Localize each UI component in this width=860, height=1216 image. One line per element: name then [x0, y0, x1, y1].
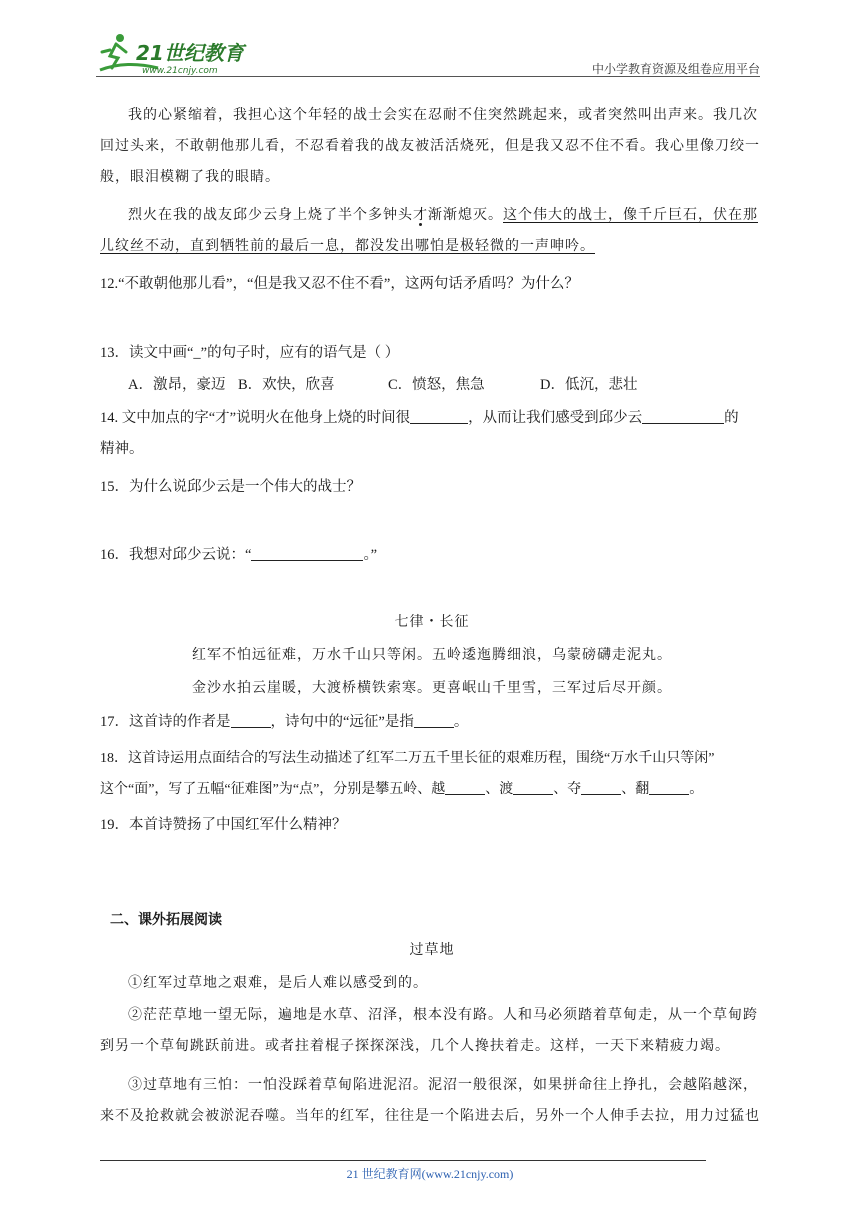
logo-21cnjy-icon [96, 30, 266, 78]
footer-link[interactable]: 21 世纪教育网(www.21cnjy.com) [346, 1167, 514, 1181]
logo-text: 21世纪教育 [136, 41, 244, 65]
q17-text-a: 17．这首诗的作者是 [100, 714, 231, 730]
answer-blank[interactable] [410, 409, 468, 424]
answer-blank[interactable] [251, 546, 363, 561]
answer-blank[interactable] [642, 409, 724, 424]
q14-text-b: ，从而让我们感受到邱少云 [468, 410, 643, 426]
q17-text-c: 。 [453, 714, 469, 730]
q18-text-b: 这个“面”，写了五幅“征难图”为“点”，分别是攀五岭、越 [100, 782, 446, 797]
q14-text-a: 14. 文中加点的字“才”说明火在他身上烧的时间很 [100, 410, 411, 426]
dotted-char: 才 [413, 207, 428, 223]
underlined-sentence: 这个伟大的战士，像千斤巨石，伏在那儿纹丝不动，直到牺牲前的最后一息，都没发出哪怕是极轻微的一声呻吟。 [100, 207, 758, 254]
article-paragraph-2: ②茫茫草地一望无际，遍地是水草、沼泽，根本没有路。人和马必须踏着草甸走，从一个草甸跨到另一个草甸跳跃前进。或者拄着棍子探探深浅，几个人搀扶着走。这样，一天下来精疲力竭。 [100, 1007, 758, 1054]
logo-url: www.21cnjy.com [142, 66, 218, 76]
passage-paragraph-2 [100, 200, 764, 262]
question-12: 12.“不敢朝他那儿看”，“但是我又忍不住不看”，这两句话矛盾吗？为什么？ [100, 276, 579, 292]
answer-blank[interactable] [414, 713, 454, 728]
passage-p2-before: 烈火在我的战友邱少云身上烧了半个多钟头 [128, 207, 413, 223]
q18-sep-3: 、翻 [621, 782, 650, 797]
question-17 [100, 707, 764, 738]
answer-blank[interactable] [231, 713, 271, 728]
poem-line-2: 金沙水拍云崖暖，大渡桥横铁索寒。更喜岷山千里雪，三军过后尽开颜。 [192, 680, 672, 696]
option-a[interactable]: A．激昂，豪迈 [128, 377, 226, 393]
question-14 [100, 403, 764, 465]
q14-text-c: 的 [724, 410, 739, 426]
q16-text-b: 。” [363, 547, 378, 563]
poem-line-1: 红军不怕远征难，万水千山只等闲。五岭逶迤腾细浪，乌蒙磅礴走泥丸。 [192, 647, 672, 663]
q16-text-a: 16．我想对邱少云说：“ [100, 547, 252, 563]
article-paragraph-3: ③过草地有三怕：一怕没踩着草甸陷进泥沼。泥沼一般很深，如果拼命往上挣扎，会越陷越深，来不及抢救就会被淤泥吞噬。当年的红军，往往是一个陷进去后，另外一个人伸手去拉，用力过猛也 [100, 1077, 760, 1124]
answer-blank[interactable] [445, 780, 485, 795]
passage-paragraph-1: 我的心紧缩着，我担心这个年轻的战士会实在忍耐不住突然跳起来，或者突然叫出声来。我几次回过头来，不敢朝他那儿看，不忍看着我的战友被活活烧死，但是我又忍不住不看。我心里像刀绞一般，眼泪模糊了我的眼睛。 [100, 107, 760, 185]
question-19: 19．本首诗赞扬了中国红军什么精神？ [100, 817, 347, 833]
article-title: 过草地 [409, 942, 455, 958]
q18-sep-1: 、渡 [485, 782, 514, 797]
question-16 [100, 540, 764, 571]
q18-end: 。 [689, 782, 704, 797]
option-b[interactable]: B．欢快，欣喜 [238, 377, 335, 393]
footer-divider [100, 1160, 706, 1161]
poem-title: 七律・长征 [394, 614, 470, 630]
passage-p2-mid: 渐渐熄灭。 [428, 207, 503, 223]
answer-blank[interactable] [581, 780, 621, 795]
section-heading: 二、课外拓展阅读 [110, 912, 222, 928]
question-13: 13．读文中画“_”的句子时，应有的语气是（ ） [100, 345, 400, 361]
q14-text-d: 精神。 [100, 441, 144, 457]
question-15: 15．为什么说邱少云是一个伟大的战士？ [100, 479, 361, 495]
q17-text-b: ，诗句中的“远征”是指 [270, 714, 414, 730]
q18-sep-2: 、夺 [553, 782, 582, 797]
q18-text-a: 18．这首诗运用点面结合的写法生动描述了红军二万五千里长征的艰难历程，围绕“万水千山只等闲” [100, 751, 715, 766]
page-header [96, 30, 760, 78]
option-d[interactable]: D．低沉，悲壮 [540, 377, 638, 393]
header-platform-name: 中小学教育资源及组卷应用平台 [591, 62, 760, 76]
question-13-options [128, 370, 764, 401]
option-c[interactable]: C．愤怒，焦急 [388, 377, 485, 393]
answer-blank[interactable] [513, 780, 553, 795]
answer-blank[interactable] [649, 780, 689, 795]
header-divider [96, 76, 760, 77]
question-18 [100, 743, 764, 805]
article-paragraph-1: ①红军过草地之艰难，是后人难以感受到的。 [128, 975, 428, 991]
